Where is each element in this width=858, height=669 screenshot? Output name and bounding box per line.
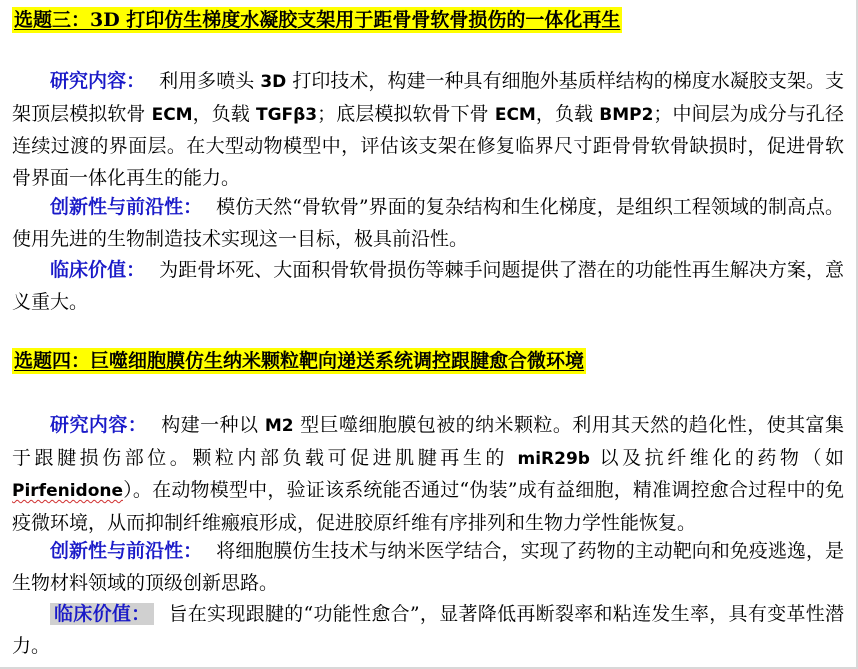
text-run: ，负载: [192, 102, 256, 125]
section4-clinical-paragraph: [12, 599, 844, 662]
term-ecm: ECM: [494, 104, 536, 125]
text-run: 打印技术，构建一种具有细胞外基质样结构的梯度水凝胶支架。支架顶层模拟软骨: [12, 70, 844, 125]
term-tgf-beta3: TGFβ3: [255, 104, 318, 125]
section3-research-paragraph: [12, 66, 844, 194]
text-run: 模仿天然“骨软骨”界面的复杂结构和生化梯度，是组织工程领域的制高点。使用先进的生物制造技术实现这一目标，极具前沿性。: [12, 196, 844, 250]
text-run: ）。在动物模型中，验证该系统能否通过“伪装”成有益细胞，精准调控愈合过程中的免疫微环境，从而抑制纤维瘢痕形成，促进胶原纤维有序排列和生物力学性能恢复。: [12, 479, 844, 534]
text-run: ，负载: [535, 102, 600, 125]
term-3d: 3D: [260, 72, 287, 92]
section4-research-paragraph: [12, 410, 844, 539]
section3-innovation-label: 创新性与前沿性：: [50, 196, 203, 218]
text-run: ；中间层为成分与孔径连续过渡的界面层。在大型动物模型中，评估该支架在修复临界尺寸距骨骨软骨缺损时，促进骨软骨界面一体化再生的能力。: [12, 102, 844, 189]
text-run: ；底层模拟软骨下骨: [317, 102, 495, 125]
section4-title: 选题四：巨噬细胞膜仿生纳米颗粒靶向递送系统调控跟腱愈合微环境: [14, 350, 585, 372]
term-pirfenidone: Pirfenidone: [12, 481, 124, 501]
section3-title: 选题三：3D 打印仿生梯度水凝胶支架用于距骨骨软骨损伤的一体化再生: [14, 9, 621, 31]
section3-clinical-paragraph: [12, 255, 844, 318]
text-run: 构建一种以: [161, 414, 265, 436]
text-run: 将细胞膜仿生技术与纳米医学结合，实现了药物的主动靶向和免疫逃逸，是生物材料领域的顶级创新思路。: [12, 540, 844, 594]
term-bmp2: BMP2: [599, 104, 654, 125]
text-run: 旨在实现跟腱的“功能性愈合”，显著降低再断裂率和粘连发生率，具有变革性潜力。: [12, 603, 844, 657]
section4-clinical-label: 临床价值：: [50, 603, 154, 625]
text-run: 利用多喷头: [159, 70, 261, 92]
text-run: 以及抗纤维化的药物（如: [589, 446, 844, 469]
text-run: 型巨噬细胞膜包被的纳米颗粒。利用其天然的趋化性，使其富集于跟腱损伤部位。颗粒内部负载可促进肌腱再生的: [12, 414, 844, 469]
term-ecm: ECM: [151, 104, 193, 125]
term-mir29b: miR29b: [517, 448, 590, 469]
section4-research-label: 研究内容：: [50, 414, 148, 436]
section3-research-label: 研究内容：: [50, 70, 146, 92]
term-m2: M2: [264, 416, 294, 436]
section4-innovation-paragraph: [12, 536, 844, 599]
section4-innovation-label: 创新性与前沿性：: [50, 540, 203, 562]
text-run: 为距骨坏死、大面积骨软骨损伤等棘手问题提供了潜在的功能性再生解决方案，意义重大。: [12, 259, 844, 313]
section3-innovation-paragraph: [12, 192, 844, 255]
section3-clinical-label: 临床价值：: [50, 259, 146, 281]
